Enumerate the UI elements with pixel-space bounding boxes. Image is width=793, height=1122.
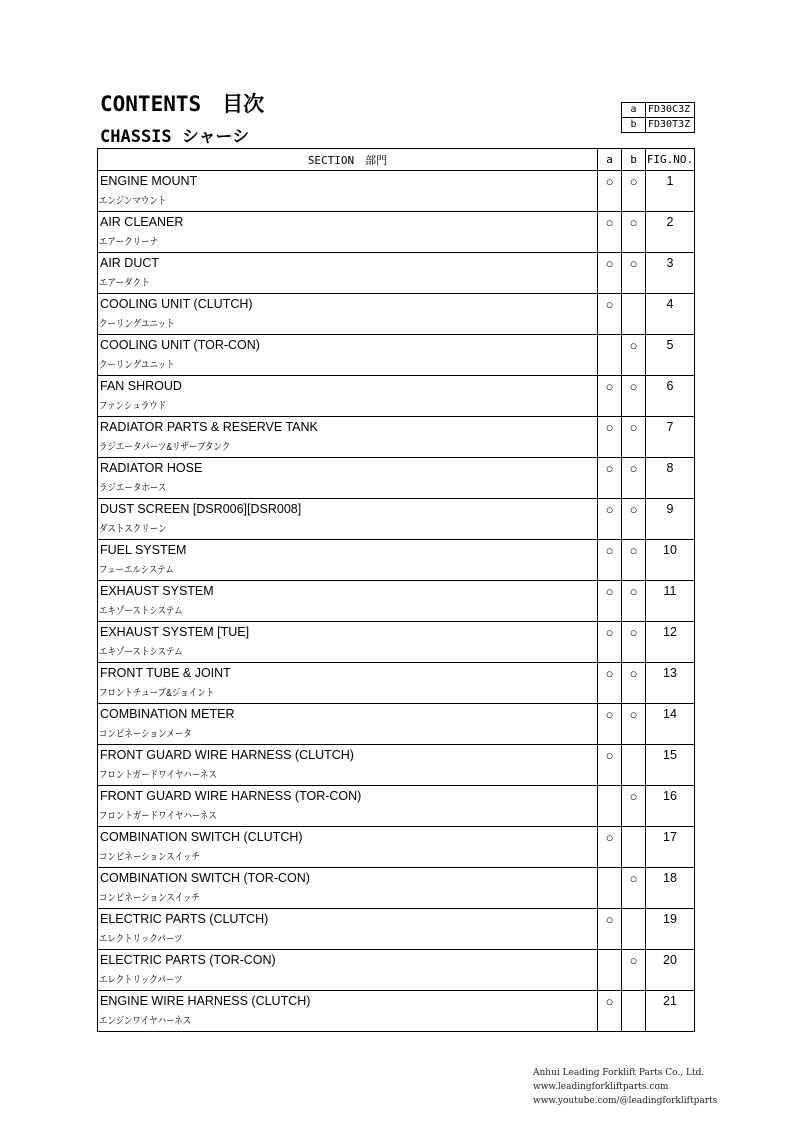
fig-cell [646,581,695,622]
section-name-en: DUST SCREEN [DSR006][DSR008] [100,502,302,516]
section-cell [98,499,598,540]
model-legend [621,102,695,133]
model-b-cell [622,581,646,622]
section-cell [98,458,598,499]
model-b-cell [622,171,646,212]
section-name-jp: フロントガードワイヤハーネス [98,770,217,781]
fig-number[interactable]: 4 [666,297,674,311]
section-cell [98,171,598,212]
fig-number[interactable]: 15 [663,748,677,762]
applicable-mark-b: ○ [629,461,638,476]
model-a-cell [598,376,622,417]
section-name-jp: ラジエータパーツ&リザーブタンク [98,442,231,453]
section-name-en: FRONT TUBE & JOINT [100,666,231,680]
model-a-cell [598,827,622,868]
model-legend-row [622,118,695,133]
applicable-mark-b: ○ [629,666,638,681]
model-a-cell [598,212,622,253]
model-a-cell [598,622,622,663]
fig-number[interactable]: 7 [666,420,674,434]
table-row [98,540,695,581]
table-row [98,622,695,663]
section-cell [98,212,598,253]
section-cell [98,745,598,786]
fig-number[interactable]: 19 [663,912,677,926]
model-b-cell [622,909,646,950]
header-a: a [598,149,622,171]
model-b-cell [622,663,646,704]
section-name-jp: フロントチューブ&ジョイント [98,688,215,699]
section-name-en: COMBINATION SWITCH (TOR-CON) [100,871,310,885]
footer-youtube[interactable]: www.youtube.com/@leadingforkliftparts [533,1096,718,1106]
fig-number[interactable]: 12 [663,625,677,639]
section-cell [98,417,598,458]
section-cell [98,704,598,745]
applicable-mark-a: ○ [605,502,614,517]
model-b-cell [622,540,646,581]
applicable-mark-b: ○ [629,379,638,394]
fig-number[interactable]: 21 [663,994,677,1008]
section-name-jp: コンビネーションメータ [98,729,192,740]
table-row [98,909,695,950]
footer [533,1066,717,1108]
section-name-jp: エキゾーストシステム [98,606,183,617]
section-name-jp: エアーダクト [98,278,150,289]
model-b-cell [622,376,646,417]
applicable-mark-b: ○ [629,871,638,886]
fig-cell [646,294,695,335]
section-name-en: ELECTRIC PARTS (CLUTCH) [100,912,269,926]
fig-cell [646,827,695,868]
fig-number[interactable]: 5 [666,338,674,352]
model-b-cell [622,786,646,827]
fig-number[interactable]: 9 [666,502,674,516]
applicable-mark-a [598,868,621,871]
applicable-mark-a: ○ [605,666,614,681]
section-name-en: AIR DUCT [100,256,160,270]
section-name-jp: コンビネーションスイッチ [98,893,200,904]
section-name-jp: ファンシュラウド [98,401,167,412]
section-name-jp: コンビネーションスイッチ [98,852,200,863]
header-section: SECTION 部門 [98,149,598,171]
section-cell [98,376,598,417]
section-name-jp: クーリングユニット [98,360,175,371]
section-name-jp: ラジエータホース [98,483,167,494]
model-a-cell [598,581,622,622]
fig-number[interactable]: 2 [666,215,674,229]
section-cell [98,253,598,294]
fig-cell [646,950,695,991]
section-name-en: RADIATOR PARTS & RESERVE TANK [100,420,318,434]
fig-number[interactable]: 18 [663,871,677,885]
model-b-cell [622,294,646,335]
section-name-en: EXHAUST SYSTEM [100,584,214,598]
section-cell [98,950,598,991]
applicable-mark-b: ○ [629,789,638,804]
section-name-en: FRONT GUARD WIRE HARNESS (TOR-CON) [100,789,362,803]
model-a-cell [598,745,622,786]
model-a-cell [598,253,622,294]
section-name-en: AIR CLEANER [100,215,184,229]
table-row [98,745,695,786]
model-b-cell [622,253,646,294]
fig-cell [646,458,695,499]
table-row [98,212,695,253]
model-key: b [622,118,646,133]
section-name-en: COMBINATION METER [100,707,235,721]
table-row [98,786,695,827]
model-b-cell [622,745,646,786]
fig-cell [646,622,695,663]
applicable-mark-b [622,294,645,297]
section-name-en: COOLING UNIT (TOR-CON) [100,338,260,352]
model-legend-row [622,103,695,118]
page-title: CONTENTS 目次 [100,92,265,116]
applicable-mark-a: ○ [605,256,614,271]
model-a-cell [598,417,622,458]
model-name: FD30T3Z [646,118,695,133]
section-name-en: FUEL SYSTEM [100,543,187,557]
model-a-cell [598,335,622,376]
applicable-mark-a [598,335,621,338]
table-row [98,417,695,458]
fig-cell [646,212,695,253]
applicable-mark-a [598,786,621,789]
header-b: b [622,149,646,171]
fig-cell [646,868,695,909]
applicable-mark-b: ○ [629,625,638,640]
fig-cell [646,704,695,745]
applicable-mark-b: ○ [629,215,638,230]
section-cell [98,786,598,827]
table-row [98,704,695,745]
model-b-cell [622,827,646,868]
model-key: a [622,103,646,118]
section-name-en: FRONT GUARD WIRE HARNESS (CLUTCH) [100,748,354,762]
section-name-jp: エレクトリックパーツ [98,934,183,945]
fig-cell [646,253,695,294]
fig-number[interactable]: 1 [666,174,674,188]
section-name-jp: エンジンワイヤハーネス [98,1016,192,1027]
model-a-cell [598,294,622,335]
model-b-cell [622,458,646,499]
section-name-en: ELECTRIC PARTS (TOR-CON) [100,953,276,967]
applicable-mark-b: ○ [629,256,638,271]
model-a-cell [598,171,622,212]
applicable-mark-a: ○ [605,174,614,189]
section-name-jp: エアークリーナ [98,237,159,248]
model-b-cell [622,991,646,1032]
section-cell [98,294,598,335]
table-row [98,458,695,499]
section-cell [98,991,598,1032]
section-cell [98,335,598,376]
applicable-mark-a: ○ [605,748,614,763]
model-a-cell [598,991,622,1032]
fig-cell [646,909,695,950]
applicable-mark-b: ○ [629,543,638,558]
section-name-en: ENGINE MOUNT [100,174,198,188]
model-a-cell [598,786,622,827]
section-name-jp: エレクトリックパーツ [98,975,183,986]
section-cell [98,581,598,622]
applicable-mark-b: ○ [629,953,638,968]
fig-cell [646,335,695,376]
model-a-cell [598,950,622,991]
fig-cell [646,745,695,786]
section-cell [98,827,598,868]
fig-cell [646,417,695,458]
table-row [98,950,695,991]
fig-number[interactable]: 17 [663,830,677,844]
fig-number[interactable]: 6 [666,379,674,393]
section-cell [98,622,598,663]
applicable-mark-a: ○ [605,994,614,1009]
fig-number[interactable]: 3 [666,256,674,270]
table-row [98,376,695,417]
applicable-mark-a: ○ [605,830,614,845]
fig-number[interactable]: 10 [663,543,677,557]
model-a-cell [598,663,622,704]
fig-cell [646,376,695,417]
applicable-mark-a: ○ [605,707,614,722]
section-name-jp: ダストスクリーン [98,524,167,535]
section-name-jp: フロントガードワイヤハーネス [98,811,217,822]
fig-number[interactable]: 13 [663,666,677,680]
table-row [98,294,695,335]
applicable-mark-a: ○ [605,215,614,230]
table-row [98,335,695,376]
table-row [98,253,695,294]
applicable-mark-b [622,909,645,912]
applicable-mark-b [622,991,645,994]
table-row [98,991,695,1032]
fig-cell [646,786,695,827]
section-name-jp: クーリングユニット [98,319,175,330]
applicable-mark-b: ○ [629,707,638,722]
model-name: FD30C3Z [646,103,695,118]
model-a-cell [598,704,622,745]
model-b-cell [622,704,646,745]
applicable-mark-a: ○ [605,297,614,312]
model-b-cell [622,335,646,376]
section-name-en: COOLING UNIT (CLUTCH) [100,297,253,311]
table-row [98,663,695,704]
model-a-cell [598,540,622,581]
applicable-mark-a: ○ [605,543,614,558]
applicable-mark-b: ○ [629,338,638,353]
fig-number[interactable]: 8 [666,461,674,475]
fig-cell [646,991,695,1032]
fig-number[interactable]: 11 [663,584,677,598]
section-name-jp: エンジンマウント [98,196,167,207]
model-b-cell [622,622,646,663]
section-cell [98,540,598,581]
section-cell [98,868,598,909]
model-b-cell [622,868,646,909]
fig-number[interactable]: 14 [663,707,677,721]
table-row [98,827,695,868]
section-name-jp: エキゾーストシステム [98,647,183,658]
applicable-mark-a: ○ [605,379,614,394]
model-a-cell [598,909,622,950]
model-b-cell [622,950,646,991]
applicable-mark-a: ○ [605,912,614,927]
applicable-mark-b: ○ [629,584,638,599]
fig-cell [646,663,695,704]
applicable-mark-a: ○ [605,625,614,640]
applicable-mark-a: ○ [605,420,614,435]
table-row [98,581,695,622]
section-name-en: RADIATOR HOSE [100,461,203,475]
model-b-cell [622,212,646,253]
applicable-mark-a: ○ [605,584,614,599]
table-row [98,499,695,540]
section-name-en: EXHAUST SYSTEM [TUE] [100,625,250,639]
section-name-en: COMBINATION SWITCH (CLUTCH) [100,830,303,844]
applicable-mark-b: ○ [629,502,638,517]
table-header-row [98,149,695,171]
fig-cell [646,499,695,540]
fig-cell [646,540,695,581]
page-subtitle: CHASSIS シャーシ [100,127,250,147]
applicable-mark-b: ○ [629,174,638,189]
fig-number[interactable]: 16 [663,789,677,803]
section-name-en: FAN SHROUD [100,379,182,393]
section-cell [98,909,598,950]
model-b-cell [622,417,646,458]
table-row [98,868,695,909]
header-fig: FIG.NO. [646,149,695,171]
table-row [98,171,695,212]
model-a-cell [598,458,622,499]
footer-website[interactable]: www.leadingforkliftparts.com [533,1082,669,1092]
model-a-cell [598,499,622,540]
applicable-mark-b [622,745,645,748]
fig-number[interactable]: 20 [663,953,677,967]
applicable-mark-a: ○ [605,461,614,476]
applicable-mark-a [598,950,621,953]
model-a-cell [598,868,622,909]
applicable-mark-b [622,827,645,830]
fig-cell [646,171,695,212]
footer-company: Anhui Leading Forklift Parts Co., Ltd. [533,1068,705,1078]
model-b-cell [622,499,646,540]
applicable-mark-b: ○ [629,420,638,435]
section-name-en: ENGINE WIRE HARNESS (CLUTCH) [100,994,311,1008]
section-name-jp: フューエルシステム [98,565,174,576]
contents-table [97,148,695,1032]
section-cell [98,663,598,704]
